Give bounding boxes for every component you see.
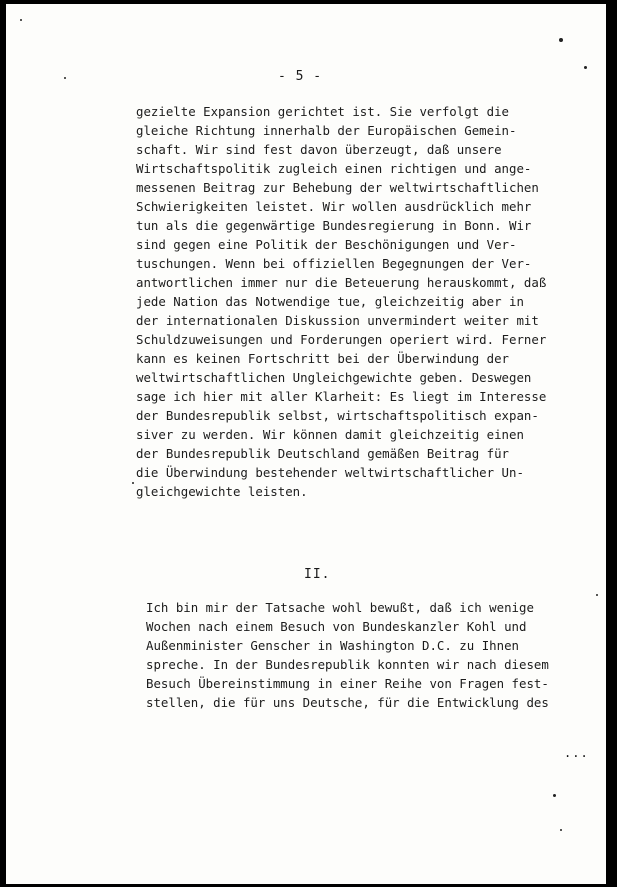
text-line: Schuldzuweisungen und Forderungen operiert wird. Ferner [136, 332, 547, 347]
continuation-marker: ... [564, 746, 589, 760]
text-line: jede Nation das Notwendige tue, gleichzeitig aber in [136, 294, 524, 309]
scan-speck [559, 38, 563, 42]
section-heading: II. [304, 567, 331, 582]
text-line: sind gegen eine Politik der Beschönigungen und Ver- [136, 237, 517, 252]
scan-speck [132, 482, 134, 484]
text-line: der Bundesrepublik selbst, wirtschaftspolitisch expan- [136, 408, 539, 423]
scan-speck [584, 66, 587, 69]
text-line: Wochen nach einem Besuch von Bundeskanzler Kohl und [146, 619, 527, 634]
text-line: Außenminister Genscher in Washington D.C. zu Ihnen [146, 638, 519, 653]
text-line: sage ich hier mit aller Klarheit: Es liegt im Interesse [136, 389, 547, 404]
text-line: tuschungen. Wenn bei offiziellen Begegnungen der Ver- [136, 256, 532, 271]
text-line: tun als die gegenwärtige Bundesregierung in Bonn. Wir [136, 218, 532, 233]
text-line: siver zu werden. Wir können damit gleichzeitig einen [136, 427, 524, 442]
text-line: schaft. Wir sind fest davon überzeugt, daß unsere [136, 142, 502, 157]
text-line: kann es keinen Fortschritt bei der Überwindung der [136, 351, 509, 366]
text-line: weltwirtschaftlichen Ungleichgewichte geben. Deswegen [136, 370, 532, 385]
text-line: gleichgewichte leisten. [136, 484, 308, 499]
text-line: Besuch Übereinstimmung in einer Reihe von Fragen fest- [146, 676, 549, 691]
document-page [6, 4, 606, 884]
scan-speck [553, 794, 556, 797]
text-line: der internationalen Diskussion unvermindert weiter mit [136, 313, 539, 328]
scan-speck [596, 594, 598, 596]
text-line: gleiche Richtung innerhalb der Europäischen Gemein- [136, 123, 517, 138]
scan-speck [20, 19, 22, 21]
text-line: Schwierigkeiten leistet. Wir wollen ausdrücklich mehr [136, 199, 532, 214]
page-number: - 5 - [278, 69, 323, 84]
text-line: antwortlichen immer nur die Beteuerung herauskommt, daß [136, 275, 547, 290]
text-line: gezielte Expansion gerichtet ist. Sie verfolgt die [136, 104, 509, 119]
scan-speck [560, 829, 562, 831]
text-line: stellen, die für uns Deutsche, für die Entwicklung des [146, 695, 549, 710]
text-line: Ich bin mir der Tatsache wohl bewußt, daß ich wenige [146, 600, 534, 615]
text-line: der Bundesrepublik Deutschland gemäßen Beitrag für [136, 446, 509, 461]
text-line: messenen Beitrag zur Behebung der weltwirtschaftlichen [136, 180, 539, 195]
text-line: spreche. In der Bundesrepublik konnten wir nach diesem [146, 657, 549, 672]
text-line: Wirtschaftspolitik zugleich einen richtigen und ange- [136, 161, 532, 176]
text-line: die Überwindung bestehender weltwirtschaftlicher Un- [136, 465, 524, 480]
scan-speck [64, 77, 66, 79]
